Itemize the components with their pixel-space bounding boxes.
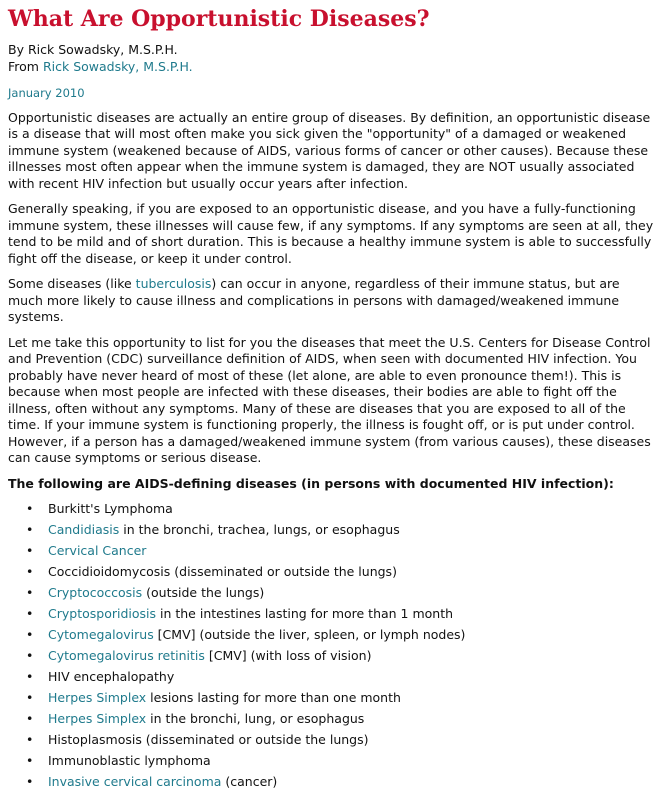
author-link[interactable]: Rick Sowadsky, M.S.P.H. (42, 58, 193, 74)
disease-text: [CMV] (outside the liver, spleen, or lymph nodes) (153, 627, 466, 642)
paragraph-4: Let me take this opportunity to list for you the diseases that meet the U.S. Centers for Disease Control and Prevention (CDC) surveillance definition of AIDS, when seen with documented HIV infection. You probably have never heard of most of these (let alone, are able to even pronounce them!). This is because when most people are infected with these diseases, their bodies are able to fight off the illness, often without any symptoms. Many of these are diseases that you are exposed to all of the time. If your immune system is functioning properly, the illness is fought off, or is put under control. However, if a person has a damaged/weakened immune system (from various causes), these diseases can cause symptoms or serious disease. (8, 334, 651, 465)
bullet-icon: • (26, 606, 34, 621)
from-prefix: From (8, 58, 43, 74)
list-item (8, 645, 657, 666)
disease-link[interactable]: Cryptosporidiosis (48, 606, 157, 621)
disease-link[interactable]: Candidiasis (48, 522, 120, 537)
list-heading: The following are AIDS-defining diseases (in persons with documented HIV infection): (8, 475, 614, 491)
list-item (8, 687, 657, 708)
list-item (8, 666, 657, 687)
disease-link[interactable]: Cytomegalovirus retinitis (48, 648, 205, 663)
disease-text: Histoplasmosis (disseminated or outside the lungs) (48, 732, 369, 747)
author-line: By Rick Sowadsky, M.S.P.H. (8, 42, 178, 57)
disease-text: HIV encephalopathy (48, 669, 175, 684)
tuberculosis-link[interactable]: tuberculosis (135, 276, 212, 291)
list-item (8, 708, 657, 729)
paragraph-3-text: Some diseases (like (8, 276, 136, 291)
bullet-icon: • (26, 522, 34, 537)
disease-text: Immunoblastic lymphoma (48, 753, 211, 768)
list-item (8, 729, 657, 750)
disease-link[interactable]: Cervical Cancer (48, 543, 147, 558)
byline (8, 42, 657, 75)
from-line (8, 59, 657, 76)
list-item (8, 624, 657, 645)
bullet-icon: • (26, 669, 34, 684)
disease-text: [CMV] (with loss of vision) (204, 648, 372, 663)
list-item (8, 582, 657, 603)
disease-link[interactable]: Herpes Simplex (48, 690, 147, 705)
disease-text: Burkitt's Lymphoma (48, 501, 173, 516)
list-item (8, 771, 657, 792)
disease-text: in the bronchi, trachea, lungs, or esophagus (119, 522, 400, 537)
paragraph-2: Generally speaking, if you are exposed to an opportunistic disease, and you have a fully-functioning immune system, these illnesses will cause few, if any symptoms. If any symptoms are seen at all, they tend to be mild and of short duration. This is because a healthy immune system is able to successfully fight off the disease, or keep it under control. (8, 201, 654, 266)
disease-text: (cancer) (221, 774, 278, 789)
list-item (8, 519, 657, 540)
disease-text: in the intestines lasting for more than 1 month (156, 606, 454, 621)
disease-text: lesions lasting for more than one month (146, 690, 401, 705)
bullet-icon: • (26, 690, 34, 705)
page-title: What Are Opportunistic Diseases? (8, 6, 430, 32)
disease-link[interactable]: Cytomegalovirus (48, 627, 154, 642)
disease-text: in the bronchi, lung, or esophagus (146, 711, 365, 726)
paragraph-1: Opportunistic diseases are actually an entire group of diseases. By definition, an opportunistic disease is a disease that will most often make you sick given the "opportunity" of a damaged or weakened immune system (weakened because of AIDS, various forms of cancer or other causes). Because these illnesses most often appear when the immune system is damaged, they are NOT usually associated with recent HIV infection but usually occur years after infection. (8, 109, 651, 191)
bullet-icon: • (26, 753, 34, 768)
disease-link[interactable]: Cryptococcosis (48, 585, 143, 600)
list-item (8, 603, 657, 624)
bullet-icon: • (26, 627, 34, 642)
bullet-icon: • (26, 711, 34, 726)
bullet-icon: • (26, 543, 34, 558)
list-item (8, 540, 657, 561)
paragraph-3 (8, 276, 657, 326)
disease-text: Coccidioidomycosis (disseminated or outside the lungs) (48, 564, 397, 579)
disease-link[interactable]: Invasive cervical carcinoma (48, 774, 222, 789)
disease-text: (outside the lungs) (142, 585, 265, 600)
bullet-icon: • (26, 732, 34, 747)
disease-list (8, 498, 657, 792)
bullet-icon: • (26, 585, 34, 600)
bullet-icon: • (26, 774, 34, 789)
list-item (8, 498, 657, 519)
list-item (8, 561, 657, 582)
list-item (8, 750, 657, 771)
paragraph-3-text-end: ) can occur in anyone, regardless of their immune status, but are much more likely to cause illness and complications in persons with damaged/weakened immune systems. (8, 276, 620, 324)
bullet-icon: • (26, 648, 34, 663)
bullet-icon: • (26, 564, 34, 579)
disease-link[interactable]: Herpes Simplex (48, 711, 147, 726)
bullet-icon: • (26, 501, 34, 516)
publish-date: January 2010 (8, 86, 85, 100)
